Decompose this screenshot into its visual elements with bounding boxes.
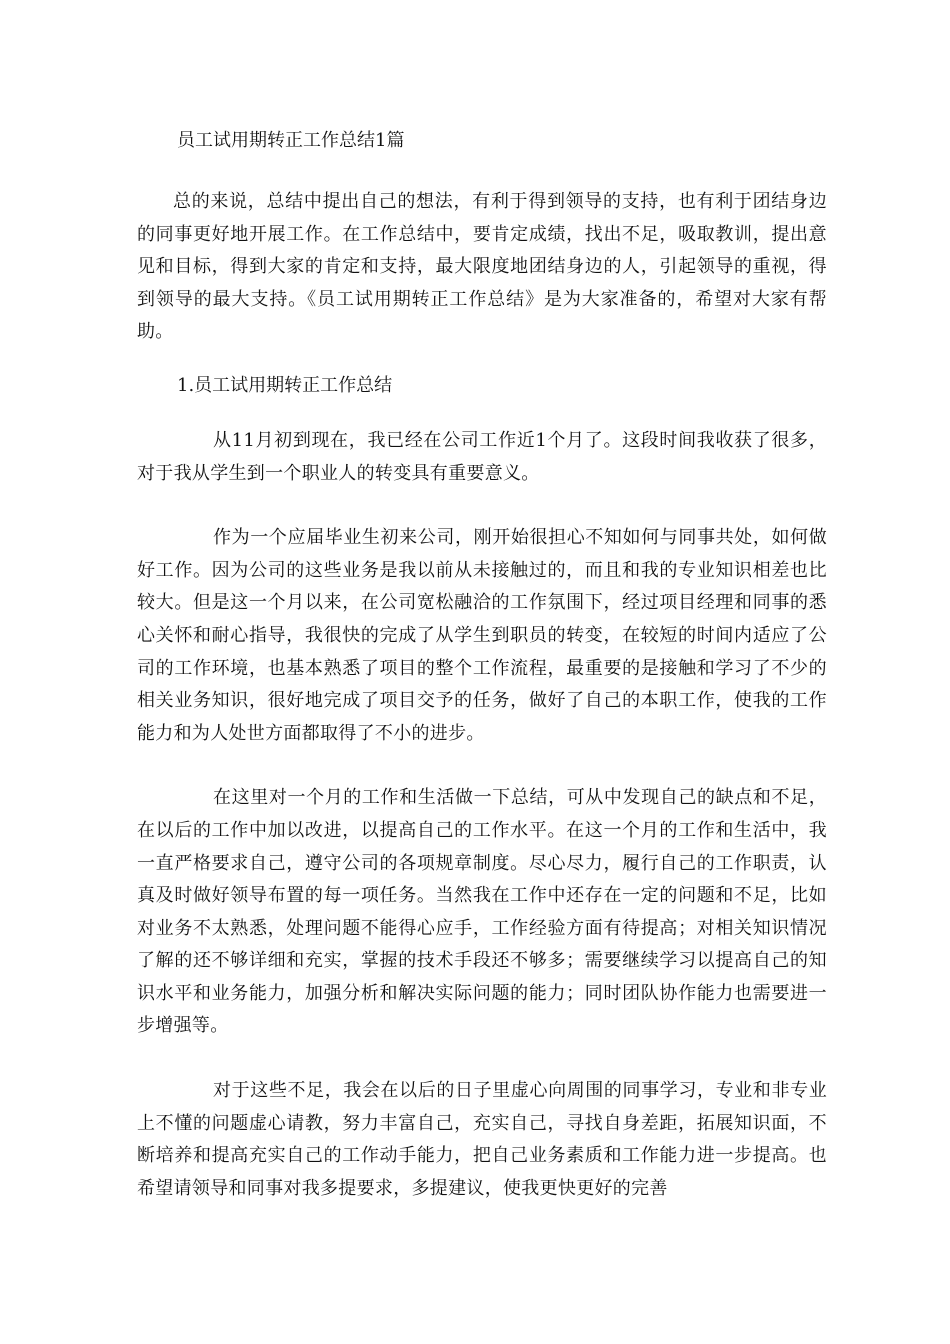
body-paragraph-4: 对于这些不足，我会在以后的日子里虚心向周围的同事学习，专业和非专业上不懂的问题虚心请教，努力丰富自己，充实自己，寻找自身差距，拓展知识面，不断培养和提高充实自己的工作动手能力，把自己业务素质和工作能力进一步提高。也希望请领导和同事对我多提要求，多提建议，使我更快更好的完善 [137,1080,827,1199]
document-body [137,128,827,1205]
intro-paragraph: 总的来说，总结中提出自己的想法，有利于得到领导的支持，也有利于团结身边的同事更好地开展工作。在工作总结中，要肯定成绩，找出不足，吸取教训，提出意见和目标，得到大家的肯定和支持，最大限度地团结身边的人，引起领导的重视，得到领导的最大支持。《员工试用期转正工作总结》是为大家准备的，希望对大家有帮助。 [137,191,827,343]
section-heading: 1.员工试用期转正工作总结 [177,374,393,396]
body-paragraph-3: 在这里对一个月的工作和生活做一下总结，可从中发现自己的缺点和不足，在以后的工作中加以改进，以提高自己的工作水平。在这一个月的工作和生活中，我一直严格要求自己，遵守公司的各项规章制度。尽心尽力，履行自己的工作职责，认真及时做好领导布置的每一项任务。当然我在工作中还存在一定的问题和不足，比如对业务不太熟悉，处理问题不能得心应手，工作经验方面有待提高；对相关知识情况了解的还不够详细和充实，掌握的技术手段还不够多；需要继续学习以提高自己的知识水平和业务能力，加强分析和解决实际问题的能力；同时团队协作能力也需要进一步增强等。 [137,787,827,1037]
document-title: 员工试用期转正工作总结1篇 [177,130,405,151]
body-paragraph-1: 从11月初到现在，我已经在公司工作近1个月了。这段时间我收获了很多，对于我从学生到一个职业人的转变具有重要意义。 [137,429,827,484]
body-paragraph-2: 作为一个应届毕业生初来公司，刚开始很担心不知如何与同事共处，如何做好工作。因为公司的这些业务是我以前从未接触过的，而且和我的专业知识相差也比较大。但是这一个月以来，在公司宽松融洽的工作氛围下，经过项目经理和同事的悉心关怀和耐心指导，我很快的完成了从学生到职员的转变，在较短的时间内适应了公司的工作环境，也基本熟悉了项目的整个工作流程，最重要的是接触和学习了不少的相关业务知识，很好地完成了项目交予的任务，做好了自己的本职工作，使我的工作能力和为人处世方面都取得了不小的进步。 [137,527,827,744]
